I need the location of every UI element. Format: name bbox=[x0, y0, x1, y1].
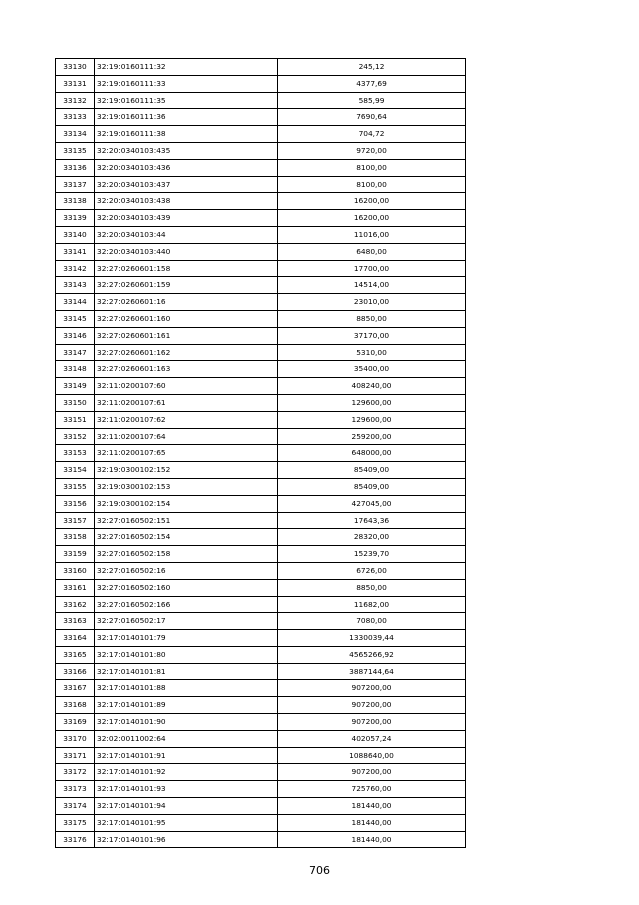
cadastral-number-cell: 32:19:0160111:33 bbox=[95, 75, 278, 92]
table-row bbox=[56, 596, 466, 613]
row-number-cell: 33146 bbox=[56, 327, 95, 344]
value-cell: 37170,00 bbox=[278, 327, 466, 344]
table-row bbox=[56, 310, 466, 327]
table-row bbox=[56, 378, 466, 395]
table-row bbox=[56, 495, 466, 512]
cadastral-number-cell: 32:27:0260601:158 bbox=[95, 260, 278, 277]
row-number-cell: 33161 bbox=[56, 579, 95, 596]
table-row bbox=[56, 663, 466, 680]
cadastral-number-cell: 32:17:0140101:93 bbox=[95, 781, 278, 798]
cadastral-number-cell: 32:17:0140101:79 bbox=[95, 630, 278, 647]
value-cell: 245,12 bbox=[278, 59, 466, 76]
row-number-cell: 33152 bbox=[56, 428, 95, 445]
table-row bbox=[56, 193, 466, 210]
table-row bbox=[56, 428, 466, 445]
cadastral-number-cell: 32:17:0140101:96 bbox=[95, 831, 278, 848]
value-cell: 5310,00 bbox=[278, 344, 466, 361]
row-number-cell: 33138 bbox=[56, 193, 95, 210]
row-number-cell: 33167 bbox=[56, 680, 95, 697]
row-number-cell: 33148 bbox=[56, 361, 95, 378]
value-cell: 4377,69 bbox=[278, 75, 466, 92]
cadastral-number-cell: 32:27:0260601:159 bbox=[95, 277, 278, 294]
row-number-cell: 33171 bbox=[56, 747, 95, 764]
cadastral-number-cell: 32:17:0140101:92 bbox=[95, 764, 278, 781]
row-number-cell: 33160 bbox=[56, 562, 95, 579]
table-row bbox=[56, 277, 466, 294]
row-number-cell: 33140 bbox=[56, 226, 95, 243]
table-row bbox=[56, 613, 466, 630]
value-cell: 16200,00 bbox=[278, 193, 466, 210]
table-row bbox=[56, 126, 466, 143]
value-cell: 85409,00 bbox=[278, 462, 466, 479]
table-row bbox=[56, 579, 466, 596]
table-row bbox=[56, 210, 466, 227]
value-cell: 907200,00 bbox=[278, 764, 466, 781]
row-number-cell: 33159 bbox=[56, 546, 95, 563]
table-row bbox=[56, 411, 466, 428]
row-number-cell: 33163 bbox=[56, 613, 95, 630]
table-row bbox=[56, 680, 466, 697]
cadastral-number-cell: 32:20:0340103:437 bbox=[95, 176, 278, 193]
value-cell: 129600,00 bbox=[278, 411, 466, 428]
cadastral-number-cell: 32:27:0260601:162 bbox=[95, 344, 278, 361]
row-number-cell: 33168 bbox=[56, 697, 95, 714]
table-row bbox=[56, 226, 466, 243]
value-cell: 16200,00 bbox=[278, 210, 466, 227]
value-cell: 907200,00 bbox=[278, 697, 466, 714]
value-cell: 14514,00 bbox=[278, 277, 466, 294]
value-cell: 725760,00 bbox=[278, 781, 466, 798]
value-cell: 6726,00 bbox=[278, 562, 466, 579]
cadastral-number-cell: 32:20:0340103:438 bbox=[95, 193, 278, 210]
table-row bbox=[56, 75, 466, 92]
value-cell: 15239,70 bbox=[278, 546, 466, 563]
row-number-cell: 33139 bbox=[56, 210, 95, 227]
cadastral-number-cell: 32:17:0140101:89 bbox=[95, 697, 278, 714]
row-number-cell: 33156 bbox=[56, 495, 95, 512]
cadastral-number-cell: 32:11:0200107:60 bbox=[95, 378, 278, 395]
cadastral-number-cell: 32:02:0011002:64 bbox=[95, 730, 278, 747]
row-number-cell: 33136 bbox=[56, 159, 95, 176]
value-cell: 181440,00 bbox=[278, 814, 466, 831]
value-cell: 17643,36 bbox=[278, 512, 466, 529]
value-cell: 11682,00 bbox=[278, 596, 466, 613]
row-number-cell: 33164 bbox=[56, 630, 95, 647]
table-row bbox=[56, 176, 466, 193]
row-number-cell: 33173 bbox=[56, 781, 95, 798]
value-cell: 6480,00 bbox=[278, 243, 466, 260]
row-number-cell: 33149 bbox=[56, 378, 95, 395]
value-cell: 8100,00 bbox=[278, 159, 466, 176]
cadastral-number-cell: 32:19:0160111:32 bbox=[95, 59, 278, 76]
cadastral-number-cell: 32:20:0340103:439 bbox=[95, 210, 278, 227]
table-row bbox=[56, 59, 466, 76]
value-cell: 28320,00 bbox=[278, 529, 466, 546]
cadastral-number-cell: 32:27:0160502:154 bbox=[95, 529, 278, 546]
cadastral-number-cell: 32:17:0140101:95 bbox=[95, 814, 278, 831]
row-number-cell: 33154 bbox=[56, 462, 95, 479]
cadastral-number-cell: 32:11:0200107:65 bbox=[95, 445, 278, 462]
cadastral-number-cell: 32:19:0160111:35 bbox=[95, 92, 278, 109]
value-cell: 181440,00 bbox=[278, 798, 466, 815]
value-cell: 408240,00 bbox=[278, 378, 466, 395]
row-number-cell: 33151 bbox=[56, 411, 95, 428]
value-cell: 4565266,92 bbox=[278, 646, 466, 663]
cadastral-number-cell: 32:17:0140101:81 bbox=[95, 663, 278, 680]
row-number-cell: 33157 bbox=[56, 512, 95, 529]
cadastral-number-cell: 32:27:0160502:160 bbox=[95, 579, 278, 596]
table-row bbox=[56, 714, 466, 731]
table-row bbox=[56, 562, 466, 579]
row-number-cell: 33130 bbox=[56, 59, 95, 76]
row-number-cell: 33172 bbox=[56, 764, 95, 781]
table-row bbox=[56, 798, 466, 815]
table-row bbox=[56, 764, 466, 781]
table-row bbox=[56, 529, 466, 546]
cadastral-number-cell: 32:27:0260601:16 bbox=[95, 294, 278, 311]
table-row bbox=[56, 92, 466, 109]
row-number-cell: 33133 bbox=[56, 109, 95, 126]
cadastral-number-cell: 32:27:0160502:158 bbox=[95, 546, 278, 563]
value-cell: 7690,64 bbox=[278, 109, 466, 126]
row-number-cell: 33141 bbox=[56, 243, 95, 260]
table-row bbox=[56, 512, 466, 529]
cadastral-number-cell: 32:19:0300102:152 bbox=[95, 462, 278, 479]
value-cell: 85409,00 bbox=[278, 478, 466, 495]
page-number: 706 bbox=[309, 864, 330, 877]
value-cell: 3887144,64 bbox=[278, 663, 466, 680]
table-body bbox=[56, 59, 466, 848]
row-number-cell: 33145 bbox=[56, 310, 95, 327]
table-row bbox=[56, 831, 466, 848]
cadastral-number-cell: 32:11:0200107:64 bbox=[95, 428, 278, 445]
value-cell: 23010,00 bbox=[278, 294, 466, 311]
cadastral-number-cell: 32:27:0160502:151 bbox=[95, 512, 278, 529]
value-cell: 648000,00 bbox=[278, 445, 466, 462]
value-cell: 7080,00 bbox=[278, 613, 466, 630]
value-cell: 704,72 bbox=[278, 126, 466, 143]
value-cell: 907200,00 bbox=[278, 680, 466, 697]
table-row bbox=[56, 646, 466, 663]
value-cell: 1088640,00 bbox=[278, 747, 466, 764]
row-number-cell: 33165 bbox=[56, 646, 95, 663]
value-cell: 8850,00 bbox=[278, 579, 466, 596]
cadastral-number-cell: 32:19:0160111:36 bbox=[95, 109, 278, 126]
value-cell: 181440,00 bbox=[278, 831, 466, 848]
value-cell: 17700,00 bbox=[278, 260, 466, 277]
cadastral-number-cell: 32:27:0160502:17 bbox=[95, 613, 278, 630]
cadastral-number-cell: 32:17:0140101:91 bbox=[95, 747, 278, 764]
table-row bbox=[56, 142, 466, 159]
table-row bbox=[56, 747, 466, 764]
cadastral-number-cell: 32:27:0160502:16 bbox=[95, 562, 278, 579]
table-row bbox=[56, 445, 466, 462]
cadastral-number-cell: 32:17:0140101:88 bbox=[95, 680, 278, 697]
cadastral-number-cell: 32:11:0200107:61 bbox=[95, 394, 278, 411]
table-row bbox=[56, 462, 466, 479]
row-number-cell: 33137 bbox=[56, 176, 95, 193]
cadastral-number-cell: 32:17:0140101:80 bbox=[95, 646, 278, 663]
row-number-cell: 33176 bbox=[56, 831, 95, 848]
cadastral-number-cell: 32:27:0160502:166 bbox=[95, 596, 278, 613]
row-number-cell: 33143 bbox=[56, 277, 95, 294]
table-row bbox=[56, 630, 466, 647]
cadastral-number-cell: 32:17:0140101:94 bbox=[95, 798, 278, 815]
table-row bbox=[56, 814, 466, 831]
value-cell: 1330039,44 bbox=[278, 630, 466, 647]
row-number-cell: 33132 bbox=[56, 92, 95, 109]
row-number-cell: 33155 bbox=[56, 478, 95, 495]
cadastral-number-cell: 32:27:0260601:160 bbox=[95, 310, 278, 327]
cadastral-value-table bbox=[55, 58, 466, 848]
row-number-cell: 33142 bbox=[56, 260, 95, 277]
row-number-cell: 33174 bbox=[56, 798, 95, 815]
cadastral-number-cell: 32:11:0200107:62 bbox=[95, 411, 278, 428]
cadastral-number-cell: 32:20:0340103:44 bbox=[95, 226, 278, 243]
table-row bbox=[56, 394, 466, 411]
cadastral-number-cell: 32:17:0140101:90 bbox=[95, 714, 278, 731]
cadastral-number-cell: 32:19:0300102:154 bbox=[95, 495, 278, 512]
table-row bbox=[56, 327, 466, 344]
cadastral-number-cell: 32:20:0340103:436 bbox=[95, 159, 278, 176]
table-row bbox=[56, 243, 466, 260]
row-number-cell: 33166 bbox=[56, 663, 95, 680]
value-cell: 259200,00 bbox=[278, 428, 466, 445]
row-number-cell: 33162 bbox=[56, 596, 95, 613]
row-number-cell: 33175 bbox=[56, 814, 95, 831]
value-cell: 8850,00 bbox=[278, 310, 466, 327]
row-number-cell: 33144 bbox=[56, 294, 95, 311]
value-cell: 9720,00 bbox=[278, 142, 466, 159]
cadastral-number-cell: 32:20:0340103:440 bbox=[95, 243, 278, 260]
table-row bbox=[56, 478, 466, 495]
row-number-cell: 33169 bbox=[56, 714, 95, 731]
value-cell: 427045,00 bbox=[278, 495, 466, 512]
cadastral-number-cell: 32:27:0260601:163 bbox=[95, 361, 278, 378]
row-number-cell: 33150 bbox=[56, 394, 95, 411]
value-cell: 11016,00 bbox=[278, 226, 466, 243]
cadastral-number-cell: 32:19:0160111:38 bbox=[95, 126, 278, 143]
table-row bbox=[56, 697, 466, 714]
table-row bbox=[56, 109, 466, 126]
row-number-cell: 33153 bbox=[56, 445, 95, 462]
cadastral-number-cell: 32:27:0260601:161 bbox=[95, 327, 278, 344]
value-cell: 8100,00 bbox=[278, 176, 466, 193]
table-row bbox=[56, 546, 466, 563]
row-number-cell: 33135 bbox=[56, 142, 95, 159]
value-cell: 35400,00 bbox=[278, 361, 466, 378]
value-cell: 129600,00 bbox=[278, 394, 466, 411]
cadastral-number-cell: 32:20:0340103:435 bbox=[95, 142, 278, 159]
table-row bbox=[56, 344, 466, 361]
value-cell: 585,99 bbox=[278, 92, 466, 109]
table-row bbox=[56, 159, 466, 176]
row-number-cell: 33170 bbox=[56, 730, 95, 747]
row-number-cell: 33134 bbox=[56, 126, 95, 143]
cadastral-number-cell: 32:19:0300102:153 bbox=[95, 478, 278, 495]
row-number-cell: 33131 bbox=[56, 75, 95, 92]
value-cell: 402057,24 bbox=[278, 730, 466, 747]
table-row bbox=[56, 781, 466, 798]
table-row bbox=[56, 294, 466, 311]
table-row bbox=[56, 260, 466, 277]
value-cell: 907200,00 bbox=[278, 714, 466, 731]
table-row bbox=[56, 730, 466, 747]
row-number-cell: 33147 bbox=[56, 344, 95, 361]
row-number-cell: 33158 bbox=[56, 529, 95, 546]
table-row bbox=[56, 361, 466, 378]
